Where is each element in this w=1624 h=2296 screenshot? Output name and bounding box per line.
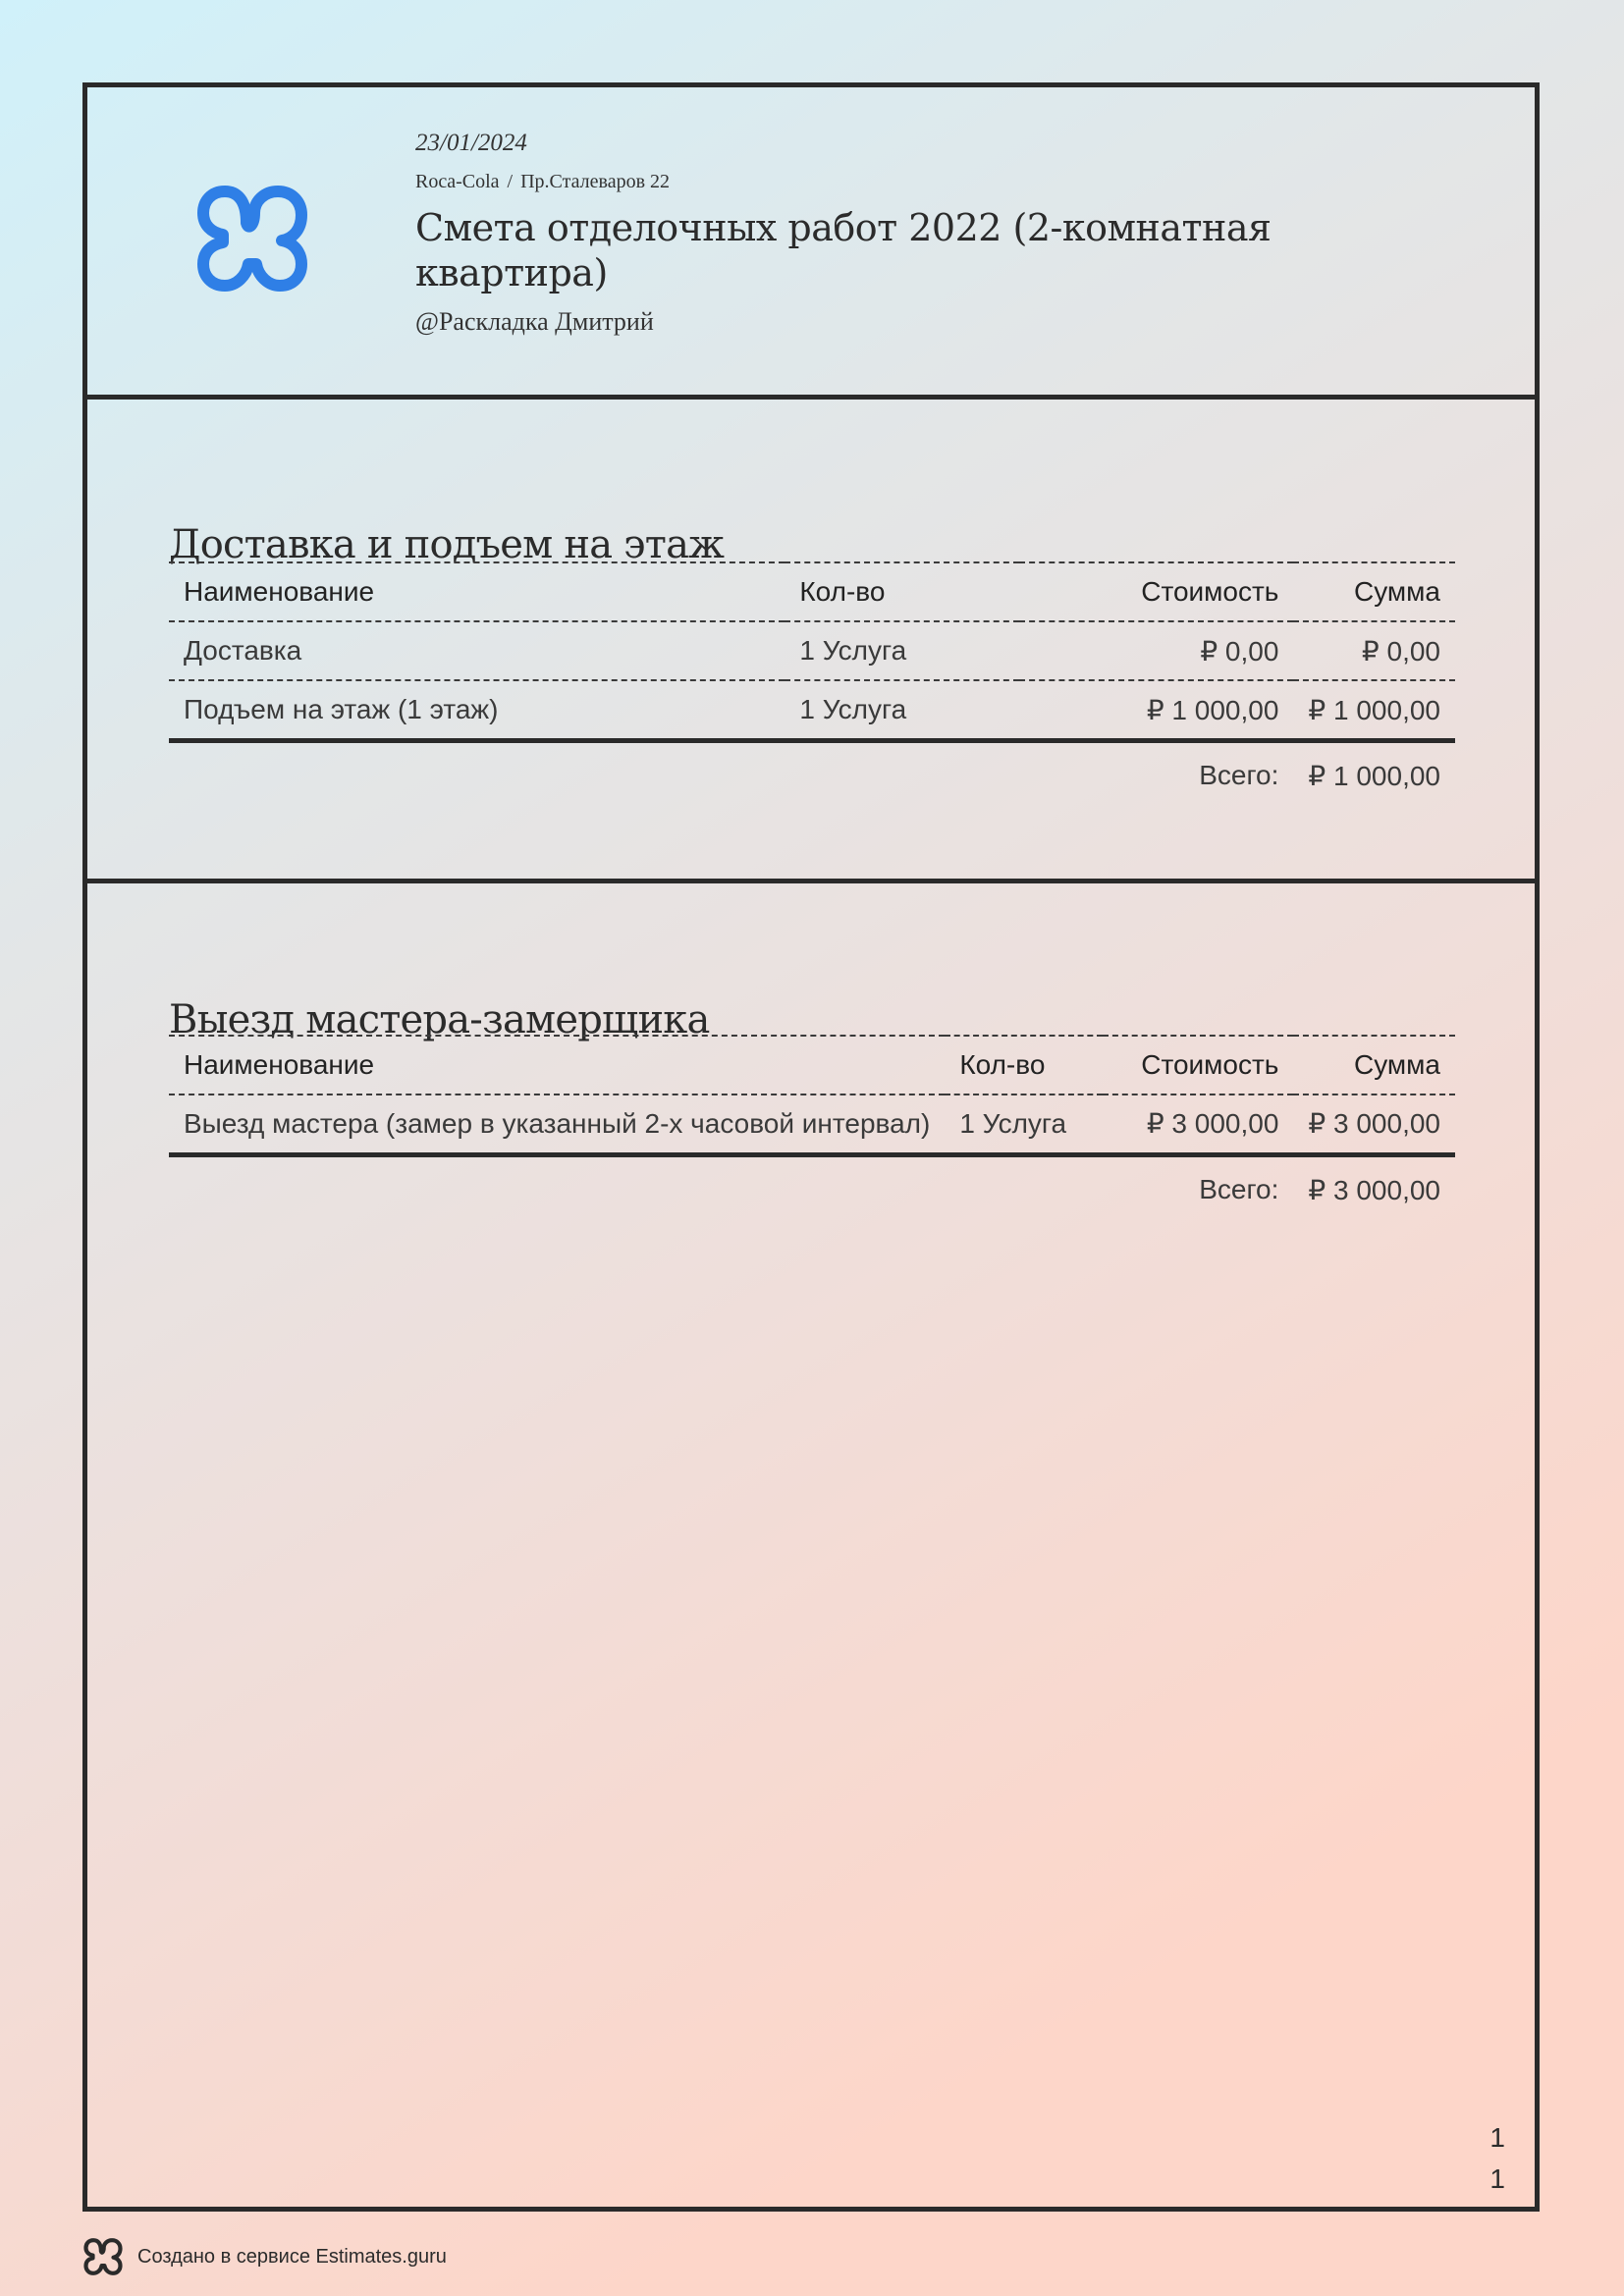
table-header-row — [169, 1036, 1455, 1095]
page-number: 1 — [1489, 2122, 1505, 2153]
document-title: Смета отделочных работ 2022 (2-комнатная квартира) — [415, 206, 1272, 294]
col-price-header: Стоимость — [1103, 1036, 1293, 1095]
total-label: Всего: — [1199, 760, 1279, 790]
item-price: ₽ 3 000,00 — [1103, 1095, 1293, 1155]
footer — [82, 2235, 447, 2278]
table-header-row — [169, 562, 1455, 621]
section-title: Доставка и подъем на этаж — [169, 522, 725, 567]
items-table — [169, 1035, 1455, 1222]
table-row — [169, 621, 1455, 680]
total-row — [169, 741, 1455, 809]
item-sum: ₽ 3 000,00 — [1293, 1095, 1455, 1155]
company-address — [415, 168, 1397, 195]
col-price-header: Стоимость — [1019, 562, 1293, 621]
item-qty: 1 Услуга — [945, 1095, 1103, 1155]
item-qty: 1 Услуга — [785, 621, 1019, 680]
items-table — [169, 561, 1455, 808]
section-title: Выезд мастера-замерщика — [169, 997, 710, 1042]
table-row — [169, 680, 1455, 741]
col-sum-header: Сумма — [1293, 562, 1455, 621]
total-value: ₽ 1 000,00 — [1308, 760, 1440, 791]
item-sum: ₽ 0,00 — [1293, 621, 1455, 680]
item-name: Подъем на этаж (1 этаж) — [169, 680, 785, 741]
document-frame — [82, 82, 1540, 2212]
document-date: 23/01/2024 — [415, 130, 527, 156]
item-price: ₽ 0,00 — [1019, 621, 1293, 680]
company-name: Roca-Cola — [415, 171, 500, 192]
total-row — [169, 1155, 1455, 1223]
section-delivery — [87, 400, 1535, 883]
address: Пр.Сталеваров 22 — [520, 171, 671, 192]
separator: / — [507, 171, 514, 192]
footer-text[interactable]: Создано в сервисе Estimates.guru — [137, 2245, 447, 2268]
total-label: Всего: — [1199, 1174, 1279, 1204]
item-sum: ₽ 1 000,00 — [1293, 680, 1455, 741]
item-name: Выезд мастера (замер в указанный 2-х часовой интервал) — [169, 1095, 945, 1155]
author: @Раскладка Дмитрий — [415, 307, 654, 336]
col-name-header: Наименование — [169, 562, 785, 621]
item-name: Доставка — [169, 621, 785, 680]
col-qty-header: Кол-во — [785, 562, 1019, 621]
col-name-header: Наименование — [169, 1036, 945, 1095]
table-row — [169, 1095, 1455, 1155]
section-measurer-visit — [87, 883, 1535, 2207]
document-header — [87, 87, 1535, 400]
item-qty: 1 Услуга — [785, 680, 1019, 741]
col-qty-header: Кол-во — [945, 1036, 1103, 1095]
total-value: ₽ 3 000,00 — [1308, 1174, 1440, 1205]
item-price: ₽ 1 000,00 — [1019, 680, 1293, 741]
col-sum-header: Сумма — [1293, 1036, 1455, 1095]
clover-logo-icon — [82, 2236, 124, 2277]
clover-logo-icon — [193, 180, 311, 297]
page-count: 1 — [1489, 2163, 1505, 2194]
